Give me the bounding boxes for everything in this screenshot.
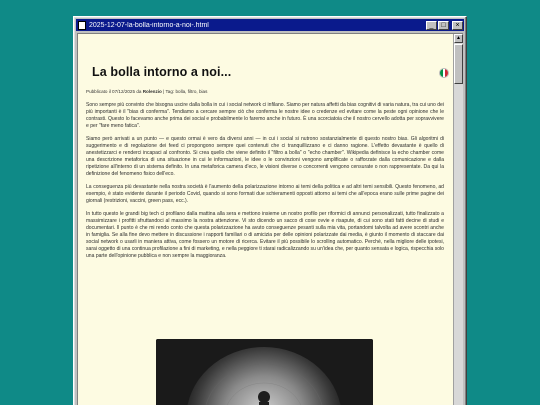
post-meta	[86, 89, 444, 94]
post-paragraph-4: In tutto questo le grandi big tech ci profilano dalla mattina alla sera e mettono insieme un nostro profilo per riformici di annunci personalizzati, tutto finalizzato a massimizzare i profitti sfruttandoci al massimo la nostra attenzione. Vi sto dicendo un sacco di cose ovvie e risapute, di cui sono stati fatti decine di studi e documentari. Il punto è che mi rendo conto che questa polarizzazione ha avuto conseguenze pesanti sulla mia vita, portandomi talvolta ad avere scontri anche in famiglia. Se alla fine devo mettere in discussione i rapporti familiari o di amicizia per delle opinioni polarizzate dai media, è giunto il momento di staccare dai social network o usarli in maniera attiva, come fossero un motore di ricerca. Evitare il più possibile lo scrolling automatico. Perché, nella migliore delle ipotesi, sarai oggetto di una continua profilazione a fini di marketing, e nella peggiore ti starai radicalizzando su un'idea che, per quanto sensata e logica, rispecchia solo una parte dell'opinione pubblica e non sempre la maggioranza.	[86, 211, 444, 259]
document-icon	[78, 21, 86, 30]
browser-window	[73, 16, 467, 405]
vertical-scrollbar[interactable]	[453, 34, 463, 405]
post-paragraph-1: Sono sempre più convinto che bisogna uscire dalla bolla in cui i social network ci infilano. Siamo per natura affetti da bias cognitivi di varia natura, tra cui uno dei più importanti è il "bias di conferma". Tendiamo a cercare sempre ciò che conferma le nostre idee o credenze ed evitare come la peste ogni opinione che le contrasti. Questo lo facevamo anche prima dei social e probabilmente lo faremo anche in futuro. È una scorciatoia che il nostro cervello adotta per sopravvivere e per "fare meno fatica".	[86, 102, 444, 129]
post-content	[86, 65, 444, 266]
window-titlebar[interactable]	[76, 19, 464, 31]
post-paragraph-2: Siamo però arrivati a un punto — e questo ormai è vero da diversi anni — in cui i social si nutrono sostanzialmente di questo nostro bias. Gli algoritmi di suggerimento e di regolazione dei feed ci propongono sempre quei contenuti che ci tranquillizzano e ci danno ragione. L'effetto devastante è quello di anestetizzarci e renderci incapaci al confronto. Si crea quello che viene definito il "filtro a bolla" o "echo chamber". Wikipedia definisce la echo chamber come una descrizione metaforica di una situazione in cui le informazioni, le idee o le convinzioni vengono amplificate o rafforzate dalla comunicazione e dalla ripetizione all'interno di un sistema definito. In una metaforica camera d'eco, le visioni diverse o concorrenti vengono censurate o non rappresentate. Da qui la definizione del fenomeno fisico dell'eco.	[86, 136, 444, 177]
minimize-button[interactable]: _	[426, 21, 437, 30]
meta-tags[interactable]: | Tag: bolla, filtro, bias	[161, 89, 208, 94]
post-author[interactable]: Rolenzio	[142, 89, 162, 94]
post-paragraph-3: La conseguenza più devastante nella nostra società è l'aumento della polarizzazione intorno ai temi della politica e ad altri temi sensibili. Questo fenomeno, ad esempio, è stato evidente durante il periodo Covid, quando si sono formati due schieramenti opposti attorno ai temi che all'epoca erano sulle prime pagine dei giornali (restrizioni, vaccini, green pass, ecc.).	[86, 184, 444, 204]
meta-prefix: Pubblicato il 07/12/2025 da	[86, 89, 143, 94]
scroll-up-arrow-icon[interactable]: ▲	[454, 34, 463, 43]
close-button[interactable]: ×	[452, 21, 463, 30]
window-title: 2025-12-07-la-bolla-intorno-a-noi-.html	[89, 21, 209, 29]
scrollbar-thumb[interactable]	[454, 44, 463, 84]
flag-stripe-red	[445, 69, 448, 77]
sphere-image-illustration	[156, 339, 373, 405]
post-image	[156, 339, 373, 405]
post-title: La bolla intorno a noi...	[92, 65, 232, 79]
maximize-button[interactable]: □	[438, 21, 449, 30]
